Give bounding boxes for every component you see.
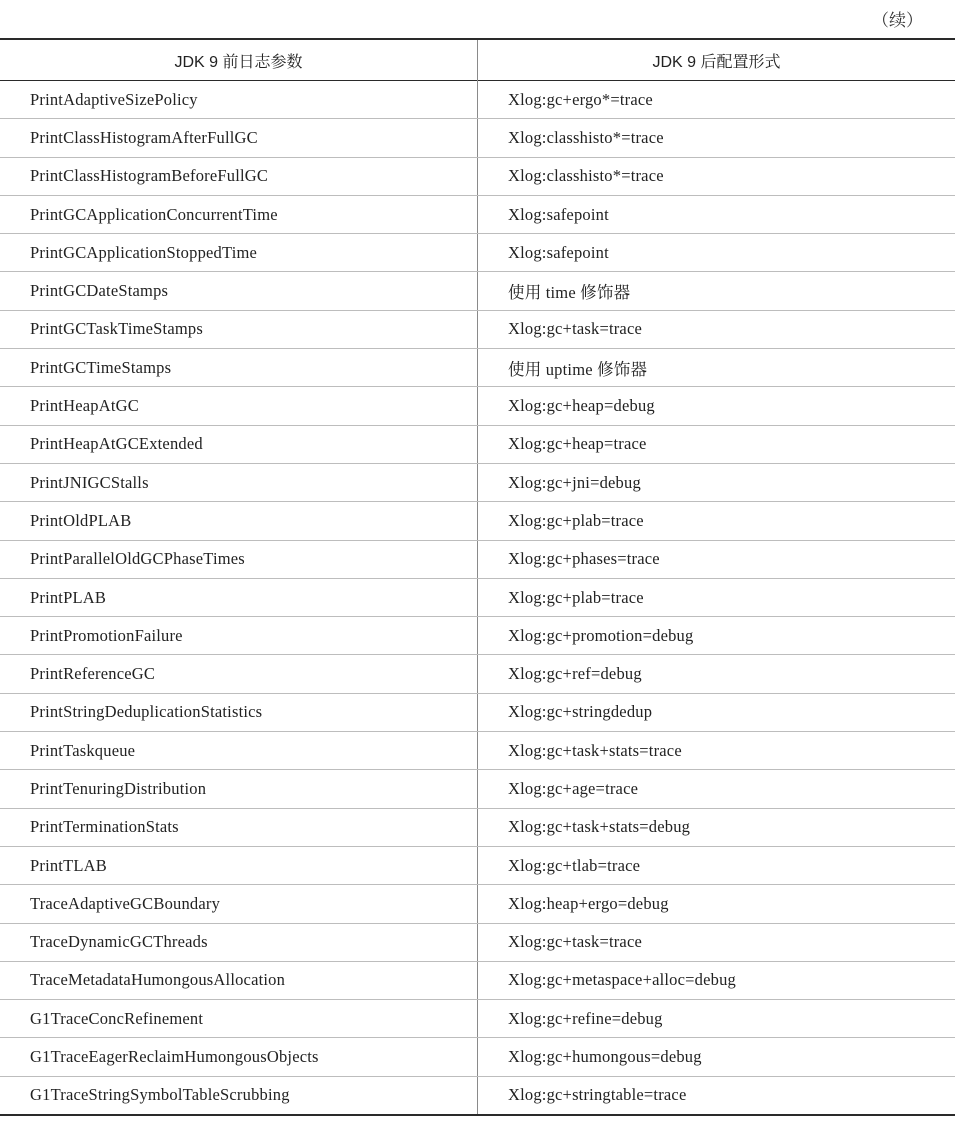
xlog-config-cell: Xlog:gc+heap=trace (478, 425, 955, 463)
xlog-config-cell: Xlog:gc+task=trace (478, 310, 955, 348)
table-row (0, 310, 955, 348)
table-row (0, 846, 955, 884)
legacy-parameter-cell: TraceMetadataHumongousAllocation (0, 961, 478, 999)
legacy-parameter-cell: PrintStringDeduplicationStatistics (0, 693, 478, 731)
table-row (0, 808, 955, 846)
legacy-parameter-cell: PrintGCTaskTimeStamps (0, 310, 478, 348)
table-row (0, 81, 955, 119)
xlog-config-cell: Xlog:heap+ergo=debug (478, 885, 955, 923)
xlog-config-cell: Xlog:gc+task=trace (478, 923, 955, 961)
legacy-parameter-cell: PrintParallelOldGCPhaseTimes (0, 540, 478, 578)
xlog-config-cell: Xlog:safepoint (478, 234, 955, 272)
log-parameter-table (0, 38, 955, 1116)
header-pre-jdk9-parameter: JDK 9 前日志参数 (0, 39, 478, 81)
xlog-config-cell: Xlog:gc+ergo*=trace (478, 81, 955, 119)
table-row (0, 234, 955, 272)
xlog-config-cell: Xlog:gc+humongous=debug (478, 1038, 955, 1076)
legacy-parameter-cell: G1TraceEagerReclaimHumongousObjects (0, 1038, 478, 1076)
xlog-config-cell: Xlog:gc+refine=debug (478, 1000, 955, 1038)
legacy-parameter-cell: PrintTenuringDistribution (0, 770, 478, 808)
xlog-config-cell: Xlog:gc+stringtable=trace (508, 1085, 687, 1105)
log-parameter-table-container (0, 38, 955, 1116)
table-row (0, 732, 955, 770)
xlog-config-cell: Xlog:safepoint (478, 195, 955, 233)
legacy-parameter-cell: G1TraceStringSymbolTableScrubbing (0, 1076, 478, 1115)
legacy-parameter-cell: PrintReferenceGC (0, 655, 478, 693)
legacy-parameter-cell: PrintHeapAtGC (0, 387, 478, 425)
table-header (0, 39, 955, 81)
table-row (0, 1076, 955, 1115)
header-post-jdk9-config: JDK 9 后配置形式 (652, 53, 781, 71)
table-row (0, 157, 955, 195)
xlog-config-cell: Xlog:gc+ref=debug (478, 655, 955, 693)
table-row (0, 272, 955, 310)
xlog-config-cell: Xlog:gc+task+stats=trace (478, 732, 955, 770)
legacy-parameter-cell: PrintGCDateStamps (0, 272, 478, 310)
legacy-parameter-cell: PrintTerminationStats (0, 808, 478, 846)
xlog-config-cell: Xlog:gc+plab=trace (478, 578, 955, 616)
xlog-config-cell: Xlog:gc+plab=trace (478, 502, 955, 540)
table-row (0, 425, 955, 463)
legacy-parameter-cell: PrintClassHistogramBeforeFullGC (0, 157, 478, 195)
table-row (0, 463, 955, 501)
table-row (0, 770, 955, 808)
header-row (0, 39, 955, 81)
legacy-parameter-cell: PrintAdaptiveSizePolicy (0, 81, 478, 119)
table-row (0, 578, 955, 616)
legacy-parameter-cell: TraceDynamicGCThreads (0, 923, 478, 961)
xlog-config-cell: Xlog:classhisto*=trace (478, 157, 955, 195)
table-row (0, 349, 955, 387)
xlog-config-cell: Xlog:classhisto*=trace (478, 119, 955, 157)
legacy-parameter-cell: PrintPLAB (0, 578, 478, 616)
xlog-config-cell: Xlog:gc+tlab=trace (478, 846, 955, 884)
xlog-config-cell: Xlog:gc+promotion=debug (478, 617, 955, 655)
legacy-parameter-cell: PrintGCApplicationStoppedTime (0, 234, 478, 272)
table-row (0, 693, 955, 731)
xlog-config-cell: Xlog:gc+task+stats=debug (478, 808, 955, 846)
xlog-config-cell: Xlog:gc+phases=trace (478, 540, 955, 578)
table-row (0, 617, 955, 655)
xlog-config-cell: Xlog:gc+age=trace (478, 770, 955, 808)
legacy-parameter-cell: PrintGCApplicationConcurrentTime (0, 195, 478, 233)
legacy-parameter-cell: PrintJNIGCStalls (0, 463, 478, 501)
xlog-config-cell: 使用 uptime 修饰器 (478, 349, 955, 387)
table-row (0, 540, 955, 578)
legacy-parameter-cell: PrintClassHistogramAfterFullGC (0, 119, 478, 157)
table-row (0, 119, 955, 157)
xlog-config-cell: Xlog:gc+metaspace+alloc=debug (478, 961, 955, 999)
table-body (0, 81, 955, 1116)
xlog-config-cell: Xlog:gc+heap=debug (478, 387, 955, 425)
xlog-config-cell: 使用 time 修饰器 (478, 272, 955, 310)
legacy-parameter-cell: PrintTLAB (0, 846, 478, 884)
table-row (0, 655, 955, 693)
xlog-config-cell: Xlog:gc+stringdedup (478, 693, 955, 731)
legacy-parameter-cell: PrintPromotionFailure (0, 617, 478, 655)
xlog-config-cell: Xlog:gc+jni=debug (478, 463, 955, 501)
legacy-parameter-cell: PrintOldPLAB (0, 502, 478, 540)
legacy-parameter-cell: PrintGCTimeStamps (0, 349, 478, 387)
table-row (0, 1000, 955, 1038)
table-row (0, 1038, 955, 1076)
continued-label: （续） (872, 11, 923, 30)
table-row (0, 923, 955, 961)
legacy-parameter-cell: PrintHeapAtGCExtended (0, 425, 478, 463)
table-row (0, 195, 955, 233)
table-row (0, 387, 955, 425)
table-row (0, 502, 955, 540)
table-row (0, 961, 955, 999)
legacy-parameter-cell: PrintTaskqueue (0, 732, 478, 770)
table-row (0, 885, 955, 923)
legacy-parameter-cell: TraceAdaptiveGCBoundary (0, 885, 478, 923)
legacy-parameter-cell: G1TraceConcRefinement (0, 1000, 478, 1038)
